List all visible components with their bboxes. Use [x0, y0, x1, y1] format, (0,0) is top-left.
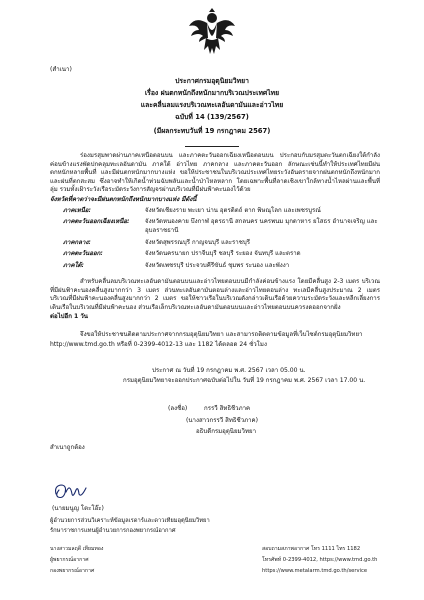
footer-right-1: สอบถามสภาพอากาศ โทร 1111 ไทร 1182 [262, 546, 361, 552]
document-title: ประกาศกรมอุตุนิยมวิทยา [175, 77, 249, 85]
certifier-title-1: ผู้อำนวยการส่วนวิเคราะห์ข้อมูลเรดาร์และดาวเทียมอุตุนิยมวิทยา [50, 518, 210, 524]
title-divider [185, 146, 239, 147]
region-value: จังหวัดหนองคาย บึงกาฬ อุดรธานี สกลนคร นครพนม มุกดาหาร ยโสธร อำนาจเจริญ และอุบลราชธานี [145, 218, 378, 234]
signer-full-name: (นางสาวกรรวี สิทธิชีวภาค) [186, 417, 259, 424]
issued-time: ประกาศ ณ วันที่ 19 กรกฎาคม พ.ศ. 2567 เวลา 05.00 น. [152, 367, 306, 374]
subject-line-2: และคลื่นลมแรงบริเวณทะเลอันดามันและอ่าวไทย [140, 101, 284, 109]
footer-right-3: https://www.metalarm.tmd.go.th/service [262, 568, 368, 574]
footer-left-1: นางสาวมลฤดี เทียมทอง [50, 546, 104, 552]
certifier-name: (นายมนูญ โตะโอ๊ะ) [52, 505, 104, 512]
region-value: จังหวัดเชียงราย พะเยา น่าน อุตรดิตถ์ ตาก พิษณุโลก และเพชรบูรณ์ [145, 207, 321, 214]
region-label: ภาคเหนือ: [63, 207, 91, 214]
marine-paragraph: สำหรับคลื่นลมบริเวณทะเลอันดามันตอนบนและอ่าวไทยตอนบนมีกำลังค่อนข้างแรง โดยมีคลื่นสูง 2-3 เมตร บริเวณที่มีฝนฟ้าคะนองคลื่นสูงมากกว่า 3 เมตร ส่วนทะเลอันดามันตอนล่างและอ่าวไทยตอนล่าง ทะเลมีคลื่นสูงประมาณ 2 เมตร บริเวณที่มีฝนฟ้าคะนองคลื่นสูงมากกว่า 2 เมตร ขอให้ชาวเรือในบริเวณดังกล่าวเดินเรือด้วยความระมัดระวังและหลีกเลี่ยงการเดินเรือในบริเวณที่มีฝนฟ้าคะนอง ส่วนเรือเล็กบริเวณทะเลอันดามันตอนบนและอ่าวไทยตอนบนควรงดออกจากฝั่ง [50, 278, 380, 311]
region-value: จังหวัดเพชรบุรี ประจวบคีรีขันธ์ ชุมพร ระนอง และพังงา [145, 262, 290, 269]
signed-prefix: (ลงชื่อ) [168, 405, 188, 412]
effective-date: (มีผลกระทบวันที่ 19 กรกฎาคม 2567) [153, 127, 271, 135]
region-label: ภาคกลาง: [63, 239, 91, 246]
region-value: จังหวัดสุพรรณบุรี กาญจนบุรี และราชบุรี [145, 239, 250, 246]
marine-duration: ต่อไปอีก 1 วัน [50, 313, 88, 320]
garuda-emblem-icon [187, 8, 237, 56]
certifier-title-2: รักษาราชการแทนผู้อำนวยการกองพยากรณ์อากาศ [50, 528, 176, 534]
signer-title: อธิบดีกรมอุตุนิยมวิทยา [196, 428, 256, 435]
region-label: ภาคตะวันออกเฉียงเหนือ: [63, 218, 130, 225]
followup-line-2: http://www.tmd.go.th หรือที่ 0-2399-4012-13 และ 1182 ได้ตลอด 24 ชั่วโมง [50, 341, 267, 348]
signer-name: กรรวี สิทธิชีวภาค [204, 405, 251, 412]
region-label: ภาคตะวันออก: [63, 250, 103, 257]
next-issue-time: กรมอุตุนิยมวิทยาจะออกประกาศฉบับต่อไปใน วันที่ 19 กรกฎาคม พ.ศ. 2567 เวลา 17.00 น. [123, 377, 366, 384]
section-heading: จังหวัดที่คาดว่าจะมีฝนตกหนักถึงหนักมากบางแห่ง มีดังนี้ [50, 196, 197, 203]
handwritten-signature [52, 480, 92, 502]
footer-right-2: โทรศัพท์ 0-2399-4012, https://www.tmd.go.th [262, 557, 378, 563]
copy-mark: (สำเนา) [50, 66, 72, 73]
region-value: จังหวัดนครนายก ปราจีนบุรี ชลบุรี ระยอง จันทบุรี และตราด [145, 250, 301, 257]
certify-label: สำเนาถูกต้อง [50, 444, 85, 451]
footer-left-3: กองพยากรณ์อากาศ [50, 568, 95, 574]
region-label: ภาคใต้: [63, 262, 84, 269]
footer-left-2: ผู้พยากรณ์อากาศ [50, 557, 89, 563]
intro-paragraph: ร่องมรสุมพาดผ่านภาคเหนือตอนบน และภาคตะวันออกเฉียงเหนือตอนบน ประกอบกับมรสุมตะวันตกเฉียงใต้กำลังค่อนข้างแรงพัดปกคลุมทะเลอันดามัน ภาคใต้ อ่าวไทย ภาคกลาง และภาคตะวันออก ลักษณะเช่นนี้ทำให้ประเทศไทยมีฝนตกหนักหลายพื้นที่ และมีฝนตกหนักมากบางแห่ง ขอให้ประชาชนในบริเวณประเทศไทยระวังอันตรายจากฝนตกหนักถึงหนักมากและฝนที่ตกสะสม ซึ่งอาจทำให้เกิดน้ำท่วมฉับพลันและน้ำป่าไหลหลาก โดยเฉพาะพื้นที่ลาดเชิงเขาใกล้ทางน้ำไหลผ่านและพื้นที่ลุ่ม รวมทั้งเฝ้าระวังเรือระมัดระวังการสัญจรผ่านบริเวณที่มีฝนฟ้าคะนองไว้ด้วย [50, 152, 380, 194]
subject-line-1: เรื่อง ฝนตกหนักถึงหนักมากบริเวณประเทศไทย [144, 89, 280, 97]
followup-line-1: จึงขอให้ประชาชนติดตามประกาศจากกรมอุตุนิยมวิทยา และสามารถติดตามข้อมูลที่เว็บไซต์กรมอุตุนิยมวิทยา [80, 331, 363, 338]
issue-number: ฉบับที่ 14 (139/2567) [175, 113, 249, 121]
